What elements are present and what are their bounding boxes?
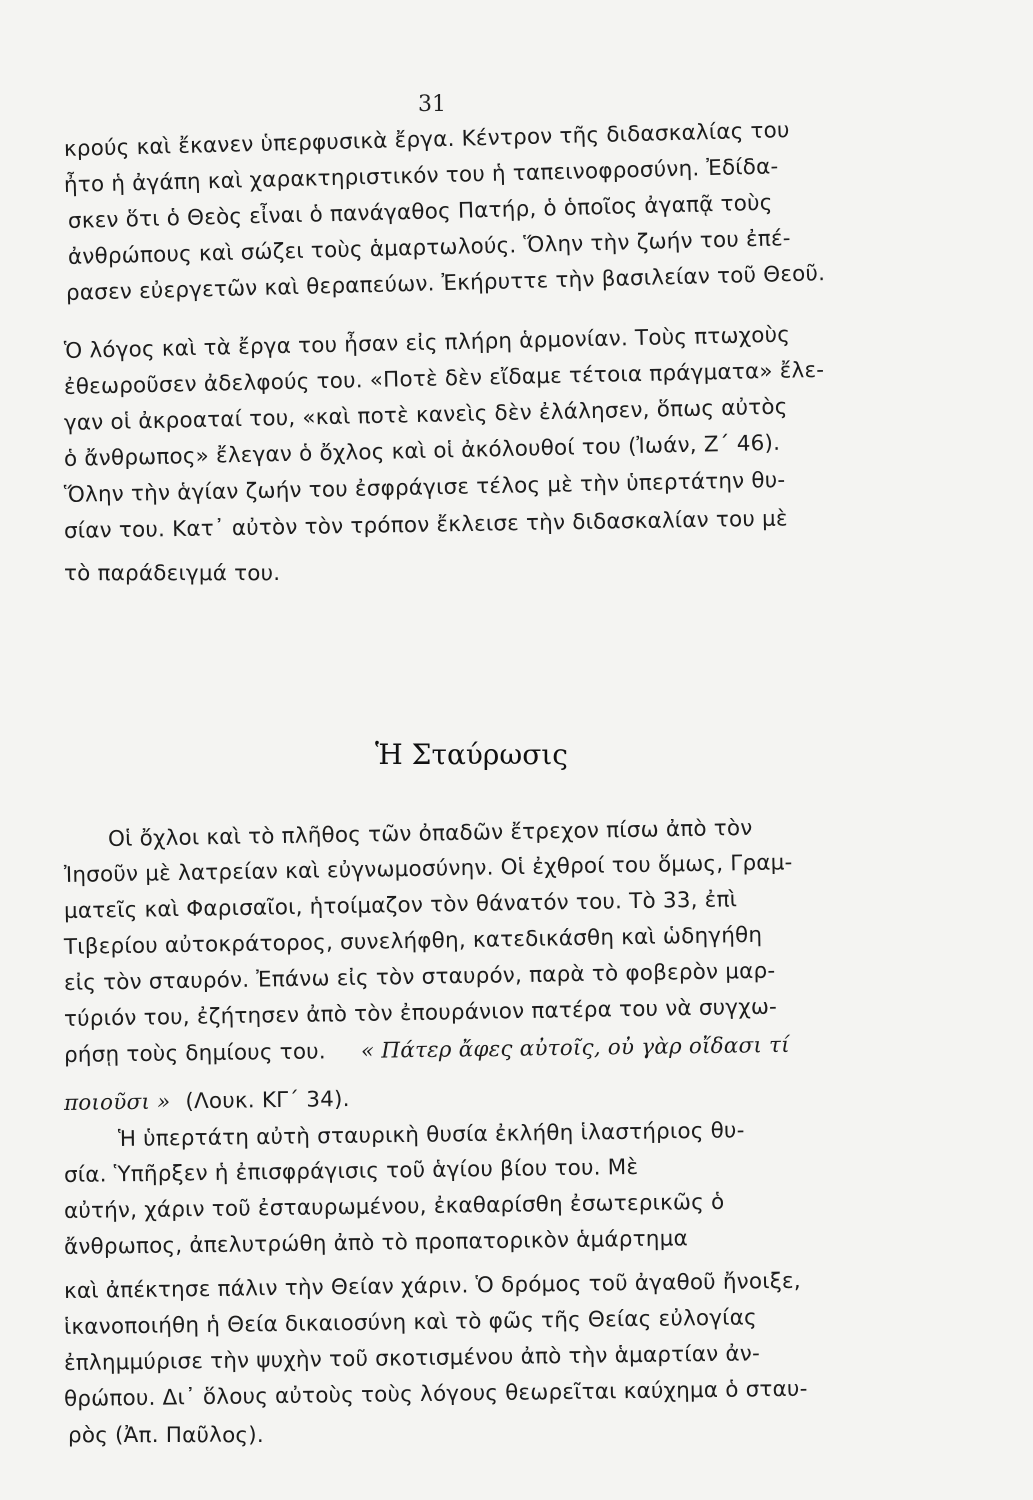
text-line: ἱκανοποιήθη ἡ Θεία δικαιοσύνη καὶ τὸ φῶς τῆς Θείας εὐλογίας: [63, 1305, 758, 1340]
text-line: ρὸς (Ἀπ. Παῦλος).: [68, 1423, 264, 1448]
text-line: αὐτήν, χάριν τοῦ ἐσταυρωμένου, ἐκαθαρίσθη ἐσωτερικῶς ὁ: [63, 1189, 725, 1224]
text-line: γαν οἱ ἀκροαταί του, «καὶ ποτὲ κανεὶς δὲν ἐλάλησεν, ὅπως αὐτὸς: [63, 394, 788, 436]
scripture-quote: « Πάτερ ἄφες αὐτοῖς, οὐ γὰρ οἴδασι τί: [360, 1032, 790, 1064]
text-line: σκεν ὅτι ὁ Θεὸς εἶναι ὁ πανάγαθος Πατήρ, ὁ ὁποῖος ἀγαπᾷ τοὺς: [67, 190, 773, 234]
text-line-with-quote: [64, 1031, 884, 1070]
text-line-with-quote: [64, 1079, 884, 1118]
text-line: Ὅλην τὴν ἁγίαν ζωήν του ἐσφράγισε τέλος μὲ τὴν ὑπερτάτην θυ-: [63, 467, 786, 508]
text-line: θρώπου. Δι᾿ ὅλους αὐτοὺς τοὺς λόγους θεωρεῖται καύχημα ὁ σταυ-: [63, 1376, 808, 1412]
scripture-quote: ποιοῦσι »: [63, 1089, 171, 1116]
text-line: Ἰησοῦν μὲ λατρείαν καὶ εὐγνωμοσύνην. Οἱ ἐχθροί του ὅμως, Γραμ-: [63, 850, 793, 888]
text-span: ρήσῃ τοὺς δημίους του.: [63, 1039, 327, 1068]
text-line: καὶ ἀπέκτησε πάλιν τὴν Θείαν χάριν. Ὁ δρόμος τοῦ ἀγαθοῦ ἤνοιξε,: [63, 1268, 801, 1304]
text-line: ρασεν εὐεργετῶν καὶ θεραπεύων. Ἐκήρυττε τὴν βασιλείαν τοῦ Θεοῦ.: [65, 261, 826, 306]
text-line: ὁ ἄνθρωπος» ἔλεγαν ὁ ὄχλος καὶ οἱ ἀκόλουθοί του (Ἰωάν, Ζ΄ 46).: [63, 430, 781, 472]
text-line: Ὁ λόγος καὶ τὰ ἔργα του ἦσαν εἰς πλήρη ἁρμονίαν. Τοὺς πτωχοὺς: [63, 322, 791, 364]
text-line: Ἡ ὑπερτάτη αὐτὴ σταυρικὴ θυσία ἐκλήθη ἱλαστήριος θυ-: [117, 1118, 745, 1152]
page-number: 31: [418, 92, 446, 117]
text-line: σίαν του. Κατ᾿ αὐτὸν τὸν τρόπον ἔκλεισε τὴν διδασκαλίαν του μὲ: [63, 506, 788, 544]
text-line: εἰς τὸν σταυρόν. Ἐπάνω εἰς τὸν σταυρόν, παρὰ τὸ φοβερὸν μαρ-: [63, 958, 776, 996]
text-line: ματεῖς καὶ Φαρισαῖοι, ἡτοίμαζον τὸν θάνατόν του. Τὸ 33, ἐπὶ: [63, 887, 738, 924]
text-line: ἀνθρώπους καὶ σώζει τοὺς ἁμαρτωλούς. Ὅλην τὴν ζωήν του ἐπέ-: [67, 226, 792, 270]
text-line: κρούς καὶ ἔκανεν ὑπερφυσικὰ ἔργα. Κέντρον τῆς διδασκαλίας του: [63, 118, 790, 162]
citation: (Λουκ. ΚΓ΄ 34).: [185, 1087, 350, 1115]
text-line: Οἱ ὄχλοι καὶ τὸ πλῆθος τῶν ὀπαδῶν ἔτρεχον πίσω ἀπὸ τὸν: [107, 815, 753, 852]
text-line: σία. Ὑπῆρξεν ἡ ἐπισφράγισις τοῦ ἁγίου βίου του. Μὲ: [63, 1154, 639, 1188]
text-line: ἦτο ἡ ἀγάπη καὶ χαρακτηριστικόν του ἡ ταπεινοφροσύνη. Ἐδίδα-: [63, 154, 779, 198]
section-heading: Ἡ Σταύρωσις: [375, 738, 568, 771]
text-line: τύριόν του, ἐζήτησεν ἀπὸ τὸν ἐπουράνιον πατέρα του νὰ συγχω-: [63, 994, 778, 1032]
text-line: ἄνθρωπος, ἀπελυτρώθη ἀπὸ τὸ προπατορικὸν ἁμάρτημα: [63, 1226, 689, 1260]
text-line: ἐθεωροῦσεν ἀδελφούς του. «Ποτὲ δὲν εἴδαμε τέτοια πράγματα» ἔλε-: [63, 357, 825, 400]
text-line: Τιβερίου αὐτοκράτορος, συνελήφθη, κατεδικάσθη καὶ ὡδηγήθη: [63, 922, 763, 960]
text-line: ἐπλημμύρισε τὴν ψυχὴν τοῦ σκοτισμένου ἀπὸ τὴν ἁμαρτίαν ἀν-: [63, 1341, 761, 1376]
text-line: τὸ παράδειγμά του.: [64, 561, 281, 586]
